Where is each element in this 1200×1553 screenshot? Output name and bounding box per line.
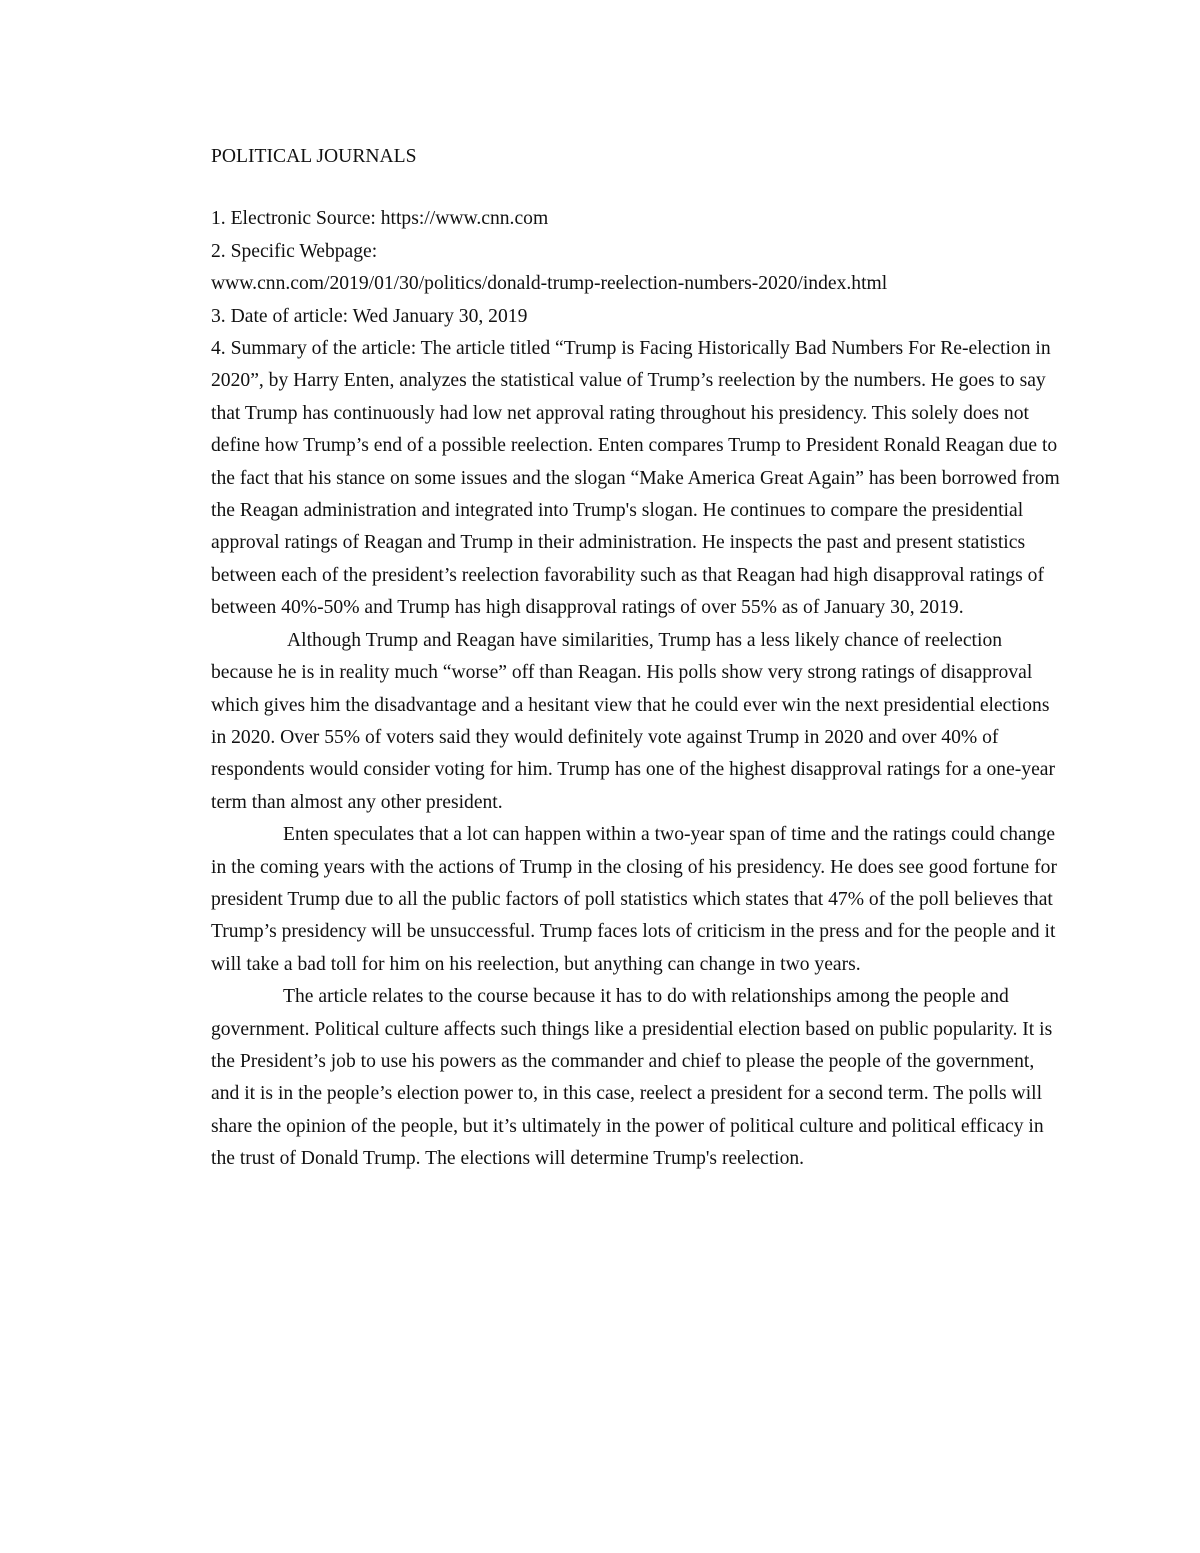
paragraph-speculation: Enten speculates that a lot can happen within a two-year span of time and the ratings could change in the coming years with the actions of Trump in the closing of his presidency. He does see good fortune for president Trump due to all the public factors of poll statistics which states that 47% of the poll believes that Trump’s presidency will be unsuccessful. Trump faces lots of criticism in the press and for the people and it will take a bad toll for him on his reelection, but anything can change in two years. xyxy=(211,824,1057,975)
document-page xyxy=(211,141,1061,1176)
specific-webpage-label: 2. Specific Webpage: xyxy=(211,240,378,262)
paragraph-course-relation: The article relates to the course because it has to do with relationships among the people and government. Political culture affects such things like a presidential election based on public popularity. It is the President’s job to use his powers as the commander and chief to please the people of the government, and it is in the people’s election power to, in this case, reelect a president for a second term. The polls will share the opinion of the people, but it’s ultimately in the power of political culture and political efficacy in the trust of Donald Trump. The elections will determine Trump's reelection. xyxy=(211,986,1053,1170)
article-summary: 4. Summary of the article: The article titled “Trump is Facing Historically Bad Numbers For Re-election in 2020”, by Harry Enten, analyzes the statistical value of Trump’s reelection by the numbers. He goes to say that Trump has continuously had low net approval rating throughout his presidency. This solely does not define how Trump’s end of a possible reelection. Enten compares Trump to President Ronald Reagan due to the fact that his stance on some issues and the slogan “Make America Great Again” has been borrowed from the Reagan administration and integrated into Trump's slogan. He continues to compare the presidential approval ratings of Reagan and Trump in their administration. He inspects the past and present statistics between each of the president’s reelection favorability such as that Reagan had high disapproval ratings of between 40%-50% and Trump has high disapproval ratings of over 55% as of January 30, 2019. xyxy=(211,338,1060,619)
paragraph-similarities: Although Trump and Reagan have similarities, Trump has a less likely chance of reelection because he is in reality much “worse” off than Reagan. His polls show very strong ratings of disapproval which gives him the disadvantage and a hesitant view that he could ever win the next presidential elections in 2020. Over 55% of voters said they would definitely vote against Trump in 2020 and over 40% of respondents would consider voting for him. Trump has one of the highest disapproval ratings for a one-year term than almost any other president. xyxy=(211,629,1056,813)
document-title: POLITICAL JOURNALS xyxy=(211,146,417,167)
electronic-source-line: 1. Electronic Source: https://www.cnn.com xyxy=(211,208,549,230)
article-date-line: 3. Date of article: Wed January 30, 2019 xyxy=(211,305,528,327)
specific-webpage-url: www.cnn.com/2019/01/30/politics/donald-trump-reelection-numbers-2020/index.html xyxy=(211,273,888,295)
